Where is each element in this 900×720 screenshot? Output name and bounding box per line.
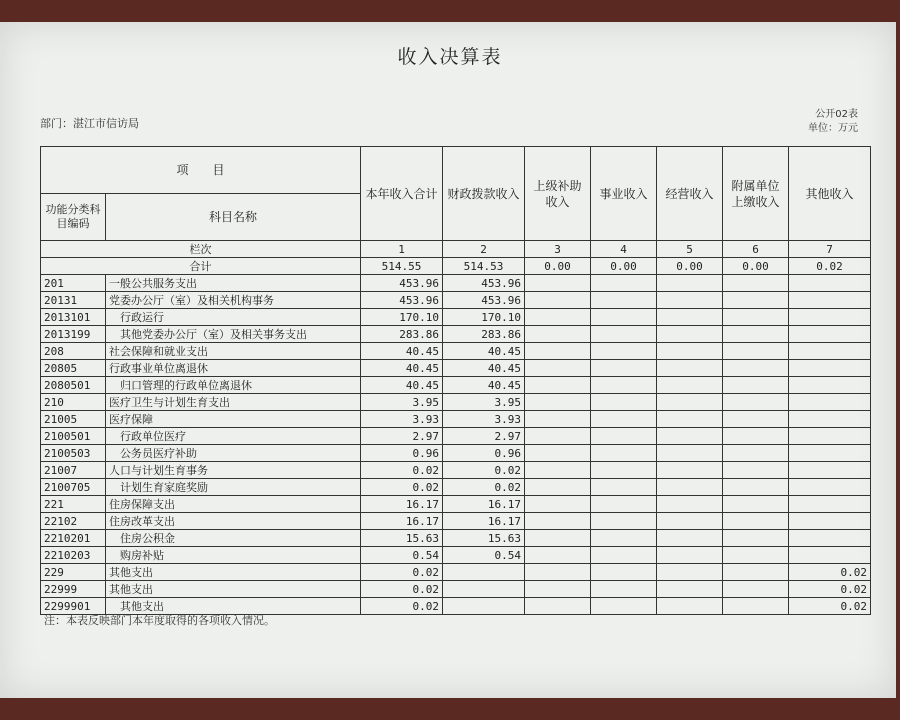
row-fiscal: 0.02 bbox=[443, 479, 525, 496]
row-other bbox=[789, 462, 871, 479]
row-other: 0.02 bbox=[789, 581, 871, 598]
row-business bbox=[591, 275, 657, 292]
row-other bbox=[789, 513, 871, 530]
row-name: 医疗保障 bbox=[106, 411, 361, 428]
row-code: 20805 bbox=[41, 360, 106, 377]
header-business: 事业收入 bbox=[591, 147, 657, 241]
row-affiliated bbox=[723, 479, 789, 496]
table-row bbox=[41, 394, 871, 411]
row-fiscal: 40.45 bbox=[443, 377, 525, 394]
row-operating bbox=[657, 513, 723, 530]
row-subsidy bbox=[525, 411, 591, 428]
row-affiliated bbox=[723, 564, 789, 581]
row-business bbox=[591, 411, 657, 428]
row-operating bbox=[657, 428, 723, 445]
row-other bbox=[789, 530, 871, 547]
row-other bbox=[789, 292, 871, 309]
row-subsidy bbox=[525, 445, 591, 462]
row-name: 归口管理的行政单位离退休 bbox=[106, 377, 361, 394]
row-other bbox=[789, 275, 871, 292]
row-total: 453.96 bbox=[361, 292, 443, 309]
row-total: 453.96 bbox=[361, 275, 443, 292]
row-affiliated bbox=[723, 292, 789, 309]
row-name: 行政单位医疗 bbox=[106, 428, 361, 445]
table-row bbox=[41, 360, 871, 377]
row-business bbox=[591, 360, 657, 377]
header-other: 其他收入 bbox=[789, 147, 871, 241]
row-total: 3.93 bbox=[361, 411, 443, 428]
unit-label: 单位：万元 bbox=[808, 123, 858, 134]
col-number: 4 bbox=[591, 241, 657, 258]
row-code: 2299901 bbox=[41, 598, 106, 615]
row-subsidy bbox=[525, 513, 591, 530]
row-name: 人口与计划生育事务 bbox=[106, 462, 361, 479]
row-code: 2210203 bbox=[41, 547, 106, 564]
row-code: 22999 bbox=[41, 581, 106, 598]
row-other bbox=[789, 326, 871, 343]
row-business bbox=[591, 598, 657, 615]
table-row bbox=[41, 326, 871, 343]
row-fiscal: 3.93 bbox=[443, 411, 525, 428]
row-name: 行政运行 bbox=[106, 309, 361, 326]
sum-value: 0.00 bbox=[657, 258, 723, 275]
row-code: 221 bbox=[41, 496, 106, 513]
row-total: 15.63 bbox=[361, 530, 443, 547]
sum-value: 0.02 bbox=[789, 258, 871, 275]
row-affiliated bbox=[723, 598, 789, 615]
row-other bbox=[789, 343, 871, 360]
form-number: 公开02表 bbox=[815, 109, 858, 120]
row-operating bbox=[657, 462, 723, 479]
row-fiscal: 170.10 bbox=[443, 309, 525, 326]
row-affiliated bbox=[723, 275, 789, 292]
table-row bbox=[41, 343, 871, 360]
row-name: 党委办公厅（室）及相关机构事务 bbox=[106, 292, 361, 309]
row-code: 2100503 bbox=[41, 445, 106, 462]
row-subsidy bbox=[525, 547, 591, 564]
row-subsidy bbox=[525, 479, 591, 496]
row-fiscal: 0.02 bbox=[443, 462, 525, 479]
row-code: 2100705 bbox=[41, 479, 106, 496]
row-other bbox=[789, 428, 871, 445]
table-row bbox=[41, 275, 871, 292]
row-business bbox=[591, 513, 657, 530]
row-operating bbox=[657, 598, 723, 615]
row-operating bbox=[657, 547, 723, 564]
row-other bbox=[789, 479, 871, 496]
row-business bbox=[591, 377, 657, 394]
row-operating bbox=[657, 479, 723, 496]
header-subsidy: 上级补助收入 bbox=[525, 147, 591, 241]
row-total: 170.10 bbox=[361, 309, 443, 326]
table-row bbox=[41, 530, 871, 547]
row-business bbox=[591, 547, 657, 564]
row-total: 40.45 bbox=[361, 360, 443, 377]
row-total: 0.02 bbox=[361, 581, 443, 598]
row-business bbox=[591, 462, 657, 479]
row-name: 其他党委办公厅（室）及相关事务支出 bbox=[106, 326, 361, 343]
row-subsidy bbox=[525, 462, 591, 479]
row-other bbox=[789, 309, 871, 326]
row-operating bbox=[657, 360, 723, 377]
footnote: 注：本表反映部门本年度取得的各项收入情况。 bbox=[44, 614, 275, 627]
row-operating bbox=[657, 411, 723, 428]
row-subsidy bbox=[525, 275, 591, 292]
row-affiliated bbox=[723, 309, 789, 326]
form-info bbox=[808, 108, 858, 136]
row-affiliated bbox=[723, 360, 789, 377]
sum-value: 0.00 bbox=[591, 258, 657, 275]
col-number: 6 bbox=[723, 241, 789, 258]
row-subsidy bbox=[525, 326, 591, 343]
table-row bbox=[41, 411, 871, 428]
row-affiliated bbox=[723, 326, 789, 343]
row-operating bbox=[657, 292, 723, 309]
row-subsidy bbox=[525, 343, 591, 360]
header-affiliated: 附属单位上缴收入 bbox=[723, 147, 789, 241]
row-subsidy bbox=[525, 394, 591, 411]
row-code: 20131 bbox=[41, 292, 106, 309]
row-affiliated bbox=[723, 513, 789, 530]
row-name: 社会保障和就业支出 bbox=[106, 343, 361, 360]
row-name: 住房公积金 bbox=[106, 530, 361, 547]
row-other bbox=[789, 360, 871, 377]
row-business bbox=[591, 496, 657, 513]
row-affiliated bbox=[723, 343, 789, 360]
row-fiscal: 16.17 bbox=[443, 496, 525, 513]
col-number: 3 bbox=[525, 241, 591, 258]
row-business bbox=[591, 428, 657, 445]
row-other bbox=[789, 377, 871, 394]
row-name: 其他支出 bbox=[106, 598, 361, 615]
table-row bbox=[41, 292, 871, 309]
row-name: 其他支出 bbox=[106, 564, 361, 581]
row-total: 3.95 bbox=[361, 394, 443, 411]
row-other bbox=[789, 411, 871, 428]
row-fiscal: 40.45 bbox=[443, 343, 525, 360]
row-business bbox=[591, 394, 657, 411]
sum-value: 0.00 bbox=[723, 258, 789, 275]
row-name: 一般公共服务支出 bbox=[106, 275, 361, 292]
row-total: 0.02 bbox=[361, 564, 443, 581]
row-fiscal: 3.95 bbox=[443, 394, 525, 411]
row-total: 16.17 bbox=[361, 496, 443, 513]
row-other: 0.02 bbox=[789, 598, 871, 615]
col-number: 1 bbox=[361, 241, 443, 258]
row-operating bbox=[657, 326, 723, 343]
row-total: 0.02 bbox=[361, 479, 443, 496]
row-subsidy bbox=[525, 530, 591, 547]
row-other bbox=[789, 547, 871, 564]
row-business bbox=[591, 326, 657, 343]
row-code: 2013101 bbox=[41, 309, 106, 326]
row-code: 2210201 bbox=[41, 530, 106, 547]
row-business bbox=[591, 479, 657, 496]
row-total: 40.45 bbox=[361, 377, 443, 394]
row-fiscal: 283.86 bbox=[443, 326, 525, 343]
row-subsidy bbox=[525, 309, 591, 326]
row-operating bbox=[657, 564, 723, 581]
row-affiliated bbox=[723, 496, 789, 513]
table-row bbox=[41, 309, 871, 326]
department-label: 部门：湛江市信访局 bbox=[40, 117, 139, 130]
row-code: 21005 bbox=[41, 411, 106, 428]
row-operating bbox=[657, 581, 723, 598]
header-name: 科目名称 bbox=[106, 194, 361, 241]
row-business bbox=[591, 292, 657, 309]
row-fiscal: 453.96 bbox=[443, 275, 525, 292]
row-other: 0.02 bbox=[789, 564, 871, 581]
row-operating bbox=[657, 445, 723, 462]
row-fiscal: 0.54 bbox=[443, 547, 525, 564]
row-name: 公务员医疗补助 bbox=[106, 445, 361, 462]
row-subsidy bbox=[525, 360, 591, 377]
sum-value: 0.00 bbox=[525, 258, 591, 275]
table-row bbox=[41, 445, 871, 462]
row-code: 201 bbox=[41, 275, 106, 292]
row-affiliated bbox=[723, 445, 789, 462]
sum-value: 514.55 bbox=[361, 258, 443, 275]
row-name: 行政事业单位离退休 bbox=[106, 360, 361, 377]
table-row bbox=[41, 547, 871, 564]
row-code: 22102 bbox=[41, 513, 106, 530]
column-no-label: 栏次 bbox=[41, 241, 361, 258]
header-code: 功能分类科目编码 bbox=[41, 194, 106, 241]
header-fiscal: 财政拨款收入 bbox=[443, 147, 525, 241]
row-operating bbox=[657, 530, 723, 547]
row-fiscal: 16.17 bbox=[443, 513, 525, 530]
row-other bbox=[789, 394, 871, 411]
table-row bbox=[41, 581, 871, 598]
row-code: 2080501 bbox=[41, 377, 106, 394]
row-subsidy bbox=[525, 598, 591, 615]
row-total: 0.54 bbox=[361, 547, 443, 564]
row-fiscal: 453.96 bbox=[443, 292, 525, 309]
row-name: 住房改革支出 bbox=[106, 513, 361, 530]
row-total: 283.86 bbox=[361, 326, 443, 343]
row-subsidy bbox=[525, 496, 591, 513]
row-operating bbox=[657, 377, 723, 394]
row-total: 2.97 bbox=[361, 428, 443, 445]
row-affiliated bbox=[723, 377, 789, 394]
row-fiscal: 0.96 bbox=[443, 445, 525, 462]
header-item: 项 目 bbox=[41, 147, 361, 194]
row-fiscal bbox=[443, 564, 525, 581]
row-other bbox=[789, 445, 871, 462]
table-row bbox=[41, 479, 871, 496]
header-operating: 经营收入 bbox=[657, 147, 723, 241]
table-row bbox=[41, 377, 871, 394]
row-code: 210 bbox=[41, 394, 106, 411]
header-total: 本年收入合计 bbox=[361, 147, 443, 241]
row-business bbox=[591, 564, 657, 581]
row-operating bbox=[657, 309, 723, 326]
row-operating bbox=[657, 343, 723, 360]
table-row bbox=[41, 428, 871, 445]
row-affiliated bbox=[723, 394, 789, 411]
row-fiscal: 40.45 bbox=[443, 360, 525, 377]
row-affiliated bbox=[723, 462, 789, 479]
table-row bbox=[41, 513, 871, 530]
row-affiliated bbox=[723, 547, 789, 564]
row-total: 0.02 bbox=[361, 598, 443, 615]
row-code: 2100501 bbox=[41, 428, 106, 445]
row-subsidy bbox=[525, 377, 591, 394]
row-subsidy bbox=[525, 292, 591, 309]
table-row bbox=[41, 462, 871, 479]
row-fiscal: 15.63 bbox=[443, 530, 525, 547]
row-business bbox=[591, 445, 657, 462]
row-business bbox=[591, 530, 657, 547]
row-fiscal: 2.97 bbox=[443, 428, 525, 445]
sum-value: 514.53 bbox=[443, 258, 525, 275]
page-title: 收入决算表 bbox=[397, 46, 503, 68]
row-code: 21007 bbox=[41, 462, 106, 479]
table-row bbox=[41, 564, 871, 581]
col-number: 2 bbox=[443, 241, 525, 258]
row-code: 229 bbox=[41, 564, 106, 581]
income-table bbox=[40, 146, 871, 615]
row-fiscal bbox=[443, 581, 525, 598]
row-total: 0.02 bbox=[361, 462, 443, 479]
row-fiscal bbox=[443, 598, 525, 615]
row-name: 住房保障支出 bbox=[106, 496, 361, 513]
row-name: 计划生育家庭奖励 bbox=[106, 479, 361, 496]
row-other bbox=[789, 496, 871, 513]
col-number: 5 bbox=[657, 241, 723, 258]
row-affiliated bbox=[723, 530, 789, 547]
row-affiliated bbox=[723, 581, 789, 598]
row-total: 16.17 bbox=[361, 513, 443, 530]
row-business bbox=[591, 581, 657, 598]
row-code: 2013199 bbox=[41, 326, 106, 343]
row-operating bbox=[657, 275, 723, 292]
row-affiliated bbox=[723, 411, 789, 428]
row-total: 0.96 bbox=[361, 445, 443, 462]
row-name: 医疗卫生与计划生育支出 bbox=[106, 394, 361, 411]
row-operating bbox=[657, 496, 723, 513]
row-total: 40.45 bbox=[361, 343, 443, 360]
col-number: 7 bbox=[789, 241, 871, 258]
row-code: 208 bbox=[41, 343, 106, 360]
row-name: 购房补贴 bbox=[106, 547, 361, 564]
row-name: 其他支出 bbox=[106, 581, 361, 598]
row-subsidy bbox=[525, 428, 591, 445]
row-subsidy bbox=[525, 581, 591, 598]
row-business bbox=[591, 343, 657, 360]
row-business bbox=[591, 309, 657, 326]
row-affiliated bbox=[723, 428, 789, 445]
sum-label: 合计 bbox=[41, 258, 361, 275]
table-row bbox=[41, 496, 871, 513]
row-subsidy bbox=[525, 564, 591, 581]
row-operating bbox=[657, 394, 723, 411]
